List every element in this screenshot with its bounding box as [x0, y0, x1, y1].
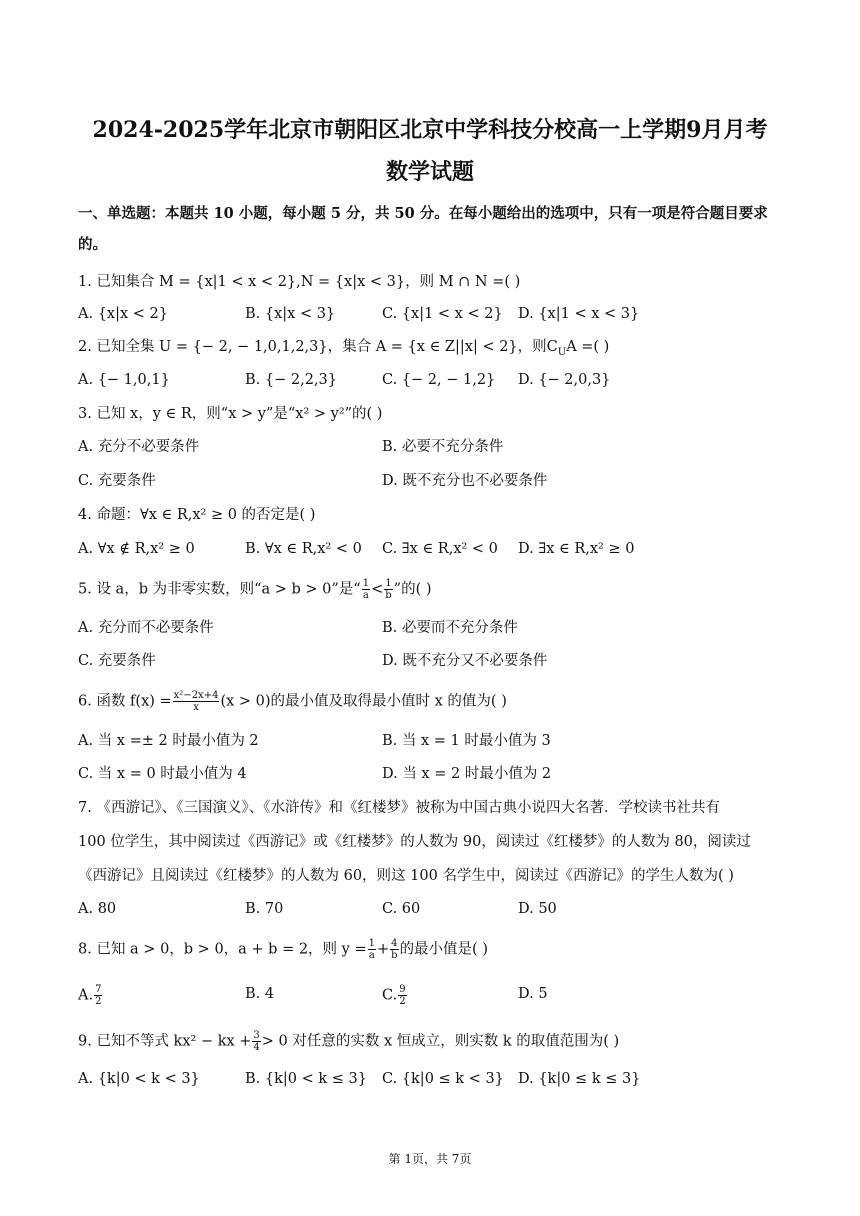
- question-6-fraction: $\frac{\text{x²−2x+4}}{x}$: [173, 690, 219, 713]
- question-4-option-d: D. ∃x ∈ R,x² ≥ 0: [518, 541, 635, 557]
- question-7-stem-line-1: 7. 《西游记》、《三国演义》、《水浒传》和《红楼梦》被称为中国古典小说四大名著．学校读书社共有: [78, 800, 720, 816]
- question-7-stem-line-2: 100 位学生，其中阅读过《西游记》或《红楼梦》的人数为 90，阅读过《红楼梦》的人数为 80，阅读过: [78, 834, 751, 850]
- question-8-option-a-fraction: $\frac{7}{2}$: [95, 984, 102, 1007]
- question-5-fraction-2: $\frac{1}{b}$: [385, 578, 392, 601]
- question-6-stem: [78, 690, 507, 713]
- question-6-option-d: D. 当 x = 2 时最小值为 2: [382, 766, 552, 782]
- question-5-stem-tail: ”的( ): [393, 581, 432, 598]
- question-5-option-c: C. 充要条件: [78, 653, 156, 669]
- question-2-stem-text: 2. 已知全集 U = {− 2, − 1,0,1,2,3}，集合 A = {x ∈ Z||x| < 2}，则C: [78, 339, 558, 355]
- question-1-option-d: D. {x|1 < x < 3}: [518, 306, 640, 322]
- question-8-stem-tail: 的最小值是( ): [399, 941, 488, 958]
- question-6-option-a: A. 当 x =± 2 时最小值为 2: [78, 733, 259, 749]
- question-9-option-a: A. {k|0 < k < 3}: [78, 1071, 200, 1087]
- page-footer: 第 1页，共 7页: [388, 1152, 472, 1166]
- question-4-option-b: B. ∀x ∈ R,x² < 0: [245, 541, 362, 557]
- question-5-option-a: A. 充分而不必要条件: [78, 620, 214, 636]
- question-7-option-a: A. 80: [78, 901, 117, 917]
- question-3-option-d: D. 既不充分也不必要条件: [382, 473, 548, 489]
- question-5-stem: [78, 578, 432, 601]
- section-heading-continued: 的。: [78, 236, 107, 253]
- question-5-fraction-1: $\frac{1}{a}$: [362, 578, 370, 601]
- question-7-stem-line-3: 《西游记》且阅读过《红楼梦》的人数为 60，则这 100 名学生中，阅读过《西游记》的学生人数为( ): [78, 868, 734, 884]
- question-8-fraction-2: $\frac{4}{b}$: [391, 938, 398, 961]
- question-2-option-a: A. {− 1,0,1}: [78, 372, 170, 388]
- question-2-option-c: C. {− 2, − 1,2}: [382, 372, 496, 388]
- question-8-stem-text: 8. 已知 a > 0，b > 0，a + b = 2，则 y =: [78, 941, 367, 958]
- question-8-option-b: B. 4: [245, 986, 275, 1002]
- question-2-option-b: B. {− 2,2,3}: [245, 372, 337, 388]
- question-8-option-a: A. $\frac{7}{2}$: [78, 984, 102, 1007]
- question-8-stem: [78, 938, 488, 961]
- question-9-option-d: D. {k|0 ≤ k ≤ 3}: [518, 1071, 641, 1087]
- question-9-stem-tail: > 0 对任意的实数 x 恒成立，则实数 k 的取值范围为( ): [261, 1033, 620, 1050]
- question-8-option-c: C. $\frac{9}{2}$: [382, 984, 406, 1007]
- question-5-less-than: <: [371, 581, 384, 598]
- question-9-option-c: C. {k|0 ≤ k < 3}: [382, 1071, 504, 1087]
- document-title: 2024-2025学年北京市朝阳区北京中学科技分校高一上学期9月月考: [92, 117, 768, 143]
- question-2-option-d: D. {− 2,0,3}: [518, 372, 611, 388]
- question-6-option-b: B. 当 x = 1 时最小值为 3: [382, 733, 551, 749]
- question-7-option-c: C. 60: [382, 901, 421, 917]
- question-1-option-a: A. {x|x < 2}: [78, 306, 168, 322]
- question-3-option-a: A. 充分不必要条件: [78, 439, 200, 455]
- question-7-option-d: D. 50: [518, 901, 557, 917]
- question-1-stem: 1. 已知集合 M = {x|1 < x < 2},N = {x|x < 3}，则 M ∩ N =( ): [78, 274, 521, 290]
- question-8-option-c-fraction: $\frac{9}{2}$: [399, 984, 406, 1007]
- question-4-stem: 4. 命题：∀x ∈ R,x² ≥ 0 的否定是( ): [78, 507, 316, 523]
- question-3-option-b: B. 必要不充分条件: [382, 439, 504, 455]
- question-2-stem: [78, 337, 609, 363]
- question-2-stem-tail: A =( ): [566, 339, 610, 355]
- question-8-plus: +: [377, 941, 390, 958]
- question-5-stem-text: 5. 设 a，b 为非零实数，则“a > b > 0”是“: [78, 581, 361, 598]
- question-4-option-a: A. ∀x ∉ R,x² ≥ 0: [78, 541, 195, 557]
- section-heading: 一、单选题：本题共 10 小题，每小题 5 分，共 50 分。在每小题给出的选项中，只有一项是符合题目要求: [78, 205, 768, 222]
- question-2-subscript: U: [557, 346, 567, 358]
- question-6-stem-tail: (x > 0)的最小值及取得最小值时 x 的值为( ): [220, 693, 507, 710]
- question-9-stem-text: 9. 已知不等式 kx² − kx +: [78, 1033, 252, 1050]
- question-9-stem: [78, 1030, 619, 1053]
- question-5-option-d: D. 既不充分又不必要条件: [382, 653, 548, 669]
- question-1-option-b: B. {x|x < 3}: [245, 306, 336, 322]
- document-subtitle: 数学试题: [385, 159, 474, 185]
- question-8-fraction-1: $\frac{1}{a}$: [368, 938, 375, 961]
- question-6-stem-text: 6. 函数 f(x) =: [78, 693, 172, 710]
- question-4-option-c: C. ∃x ∈ R,x² < 0: [382, 541, 498, 557]
- question-3-option-c: C. 充要条件: [78, 473, 156, 489]
- question-9-option-b: B. {k|0 < k ≤ 3}: [245, 1071, 367, 1087]
- question-7-option-b: B. 70: [245, 901, 284, 917]
- question-1-option-c: C. {x|1 < x < 2}: [382, 306, 503, 322]
- question-8-option-d: D. 5: [518, 986, 548, 1002]
- question-3-stem: 3. 已知 x，y ∈ R，则“x > y”是“x² > y²”的( ): [78, 406, 383, 422]
- question-5-option-b: B. 必要而不充分条件: [382, 620, 518, 636]
- question-9-fraction: $\frac{3}{4}$: [253, 1030, 260, 1053]
- question-6-option-c: C. 当 x = 0 时最小值为 4: [78, 766, 247, 782]
